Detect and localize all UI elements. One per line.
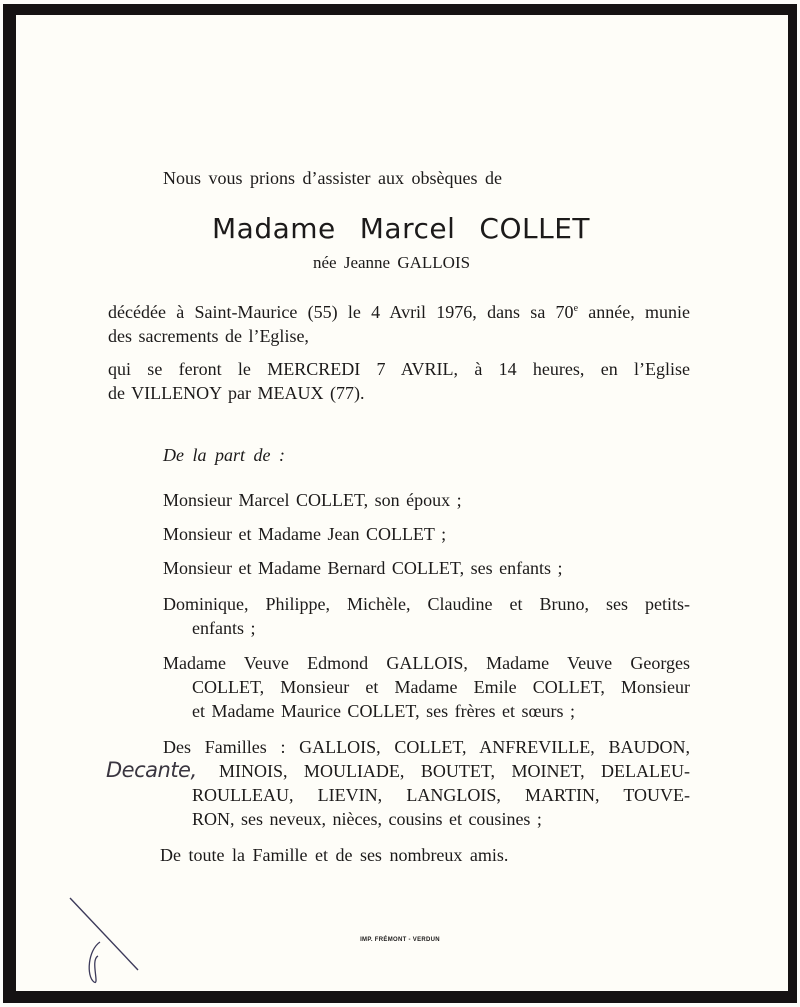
- family-line: RON, ses neveux, nièces, cousins et cousines ;: [192, 809, 542, 829]
- death-text: décédée à Saint-Maurice (55) le 4 Avril 1976, dans sa 70: [108, 302, 574, 322]
- maiden-name: née Jeanne GALLOIS: [313, 253, 471, 272]
- death-text-end: année, munie: [578, 302, 690, 322]
- family-line: enfants ;: [192, 618, 256, 638]
- family-line: et Madame Maurice COLLET, ses frères et sœurs ;: [192, 701, 576, 721]
- printer-imprint: IMP. FRÉMONT - VERDUN: [360, 937, 440, 943]
- intro-line: Nous vous prions d’assister aux obsèques de: [163, 168, 502, 188]
- death-line-2: des sacrements de l’Eglise,: [108, 326, 309, 346]
- family-line: Monsieur Marcel COLLET, son époux ;: [163, 490, 462, 510]
- family-line: Monsieur et Madame Bernard COLLET, ses enfants ;: [163, 558, 563, 578]
- from-heading: De la part de :: [163, 445, 285, 465]
- ordinal-suffix: e: [573, 303, 579, 314]
- service-line-2: de VILLENOY par MEAUX (77).: [108, 383, 365, 403]
- family-line: Monsieur et Madame Jean COLLET ;: [163, 524, 447, 544]
- pen-mark-icon: [60, 890, 150, 990]
- family-line: Dominique, Philippe, Michèle, Claudine et Bruno, ses petits-: [163, 594, 690, 614]
- handwritten-annotation: Decante,: [106, 758, 197, 782]
- service-line-1: qui se feront le MERCREDI 7 AVRIL, à 14 heures, en l’Eglise: [108, 359, 690, 379]
- family-line: COLLET, Monsieur et Madame Emile COLLET, Monsieur: [192, 677, 690, 697]
- family-line: Des Familles : GALLOIS, COLLET, ANFREVILLE, BAUDON,: [163, 737, 690, 757]
- family-line: ROULLEAU, LIEVIN, LANGLOIS, MARTIN, TOUVE-: [192, 785, 690, 805]
- deceased-name: Madame Marcel COLLET: [212, 212, 590, 245]
- death-line-1: [108, 301, 690, 323]
- family-line: Madame Veuve Edmond GALLOIS, Madame Veuve Georges: [163, 653, 690, 673]
- family-line: MINOIS, MOULIADE, BOUTET, MOINET, DELALEU-: [219, 761, 690, 781]
- closing-line: De toute la Famille et de ses nombreux amis.: [160, 845, 509, 865]
